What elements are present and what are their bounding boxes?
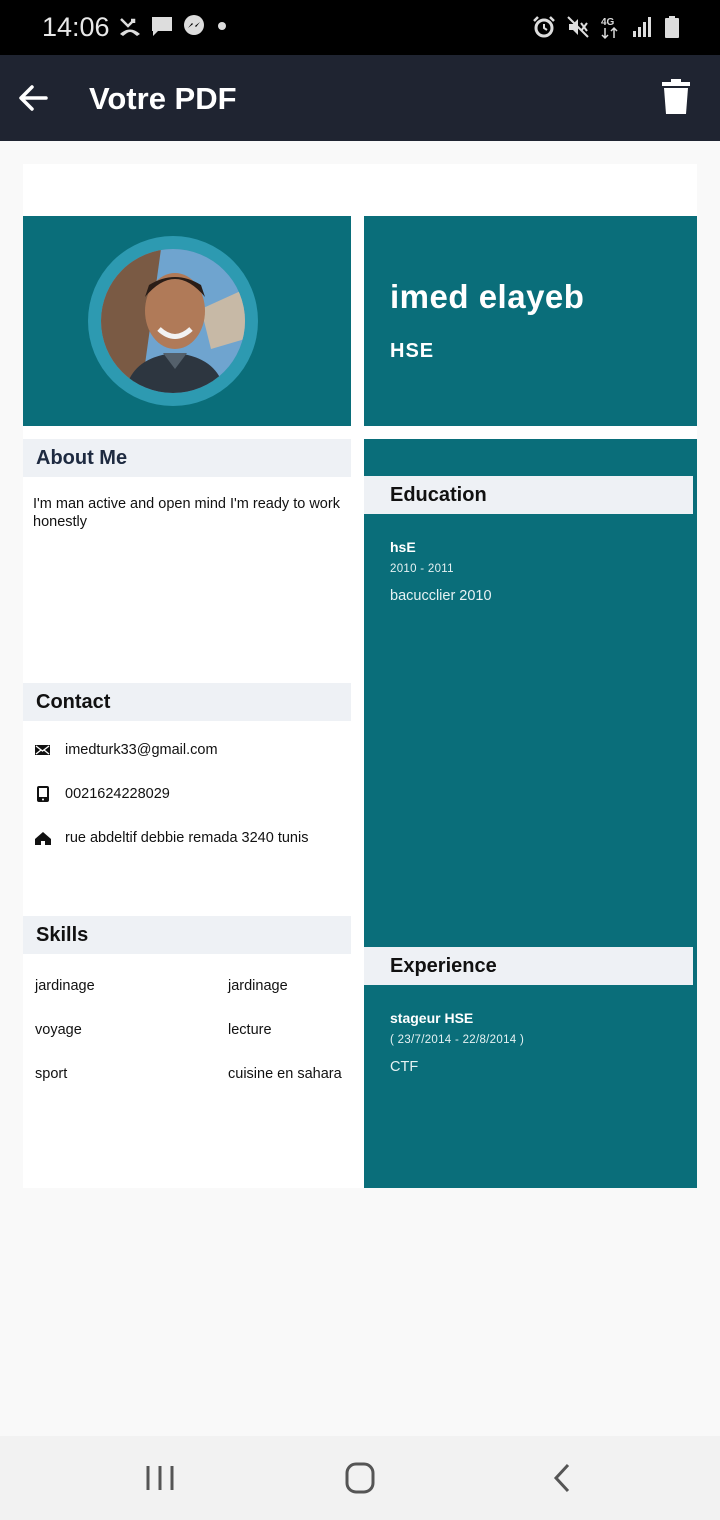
recent-apps-icon[interactable] [140, 1460, 180, 1496]
skill-item: jardinage [228, 978, 288, 994]
page-title: Votre PDF [89, 81, 237, 116]
home-icon[interactable] [340, 1460, 380, 1496]
right-column [364, 439, 697, 1188]
contact-address-row [35, 830, 308, 846]
message-icon [150, 14, 174, 38]
cv-name: imed elayeb [390, 278, 585, 315]
mute-icon [566, 15, 590, 39]
avatar [101, 249, 245, 393]
cv-role: HSE [390, 340, 435, 362]
network-4g-icon [600, 14, 622, 40]
about-heading: About Me [23, 439, 351, 477]
education-description: bacucclier 2010 [390, 588, 492, 604]
delete-trash-icon[interactable] [662, 79, 690, 115]
pdf-preview-area[interactable] [0, 141, 720, 1436]
signal-icon [632, 15, 654, 39]
contact-heading: Contact [23, 683, 351, 721]
education-heading: Education [364, 476, 693, 514]
battery-icon [664, 15, 680, 39]
experience-heading: Experience [364, 947, 693, 985]
back-icon[interactable] [543, 1460, 583, 1496]
messenger-icon [182, 14, 206, 38]
experience-title: stageur HSE [390, 1010, 474, 1026]
home-address-icon [35, 830, 51, 846]
education-title: hsE [390, 539, 416, 555]
skill-item: voyage [35, 1022, 82, 1038]
skill-item: lecture [228, 1022, 272, 1038]
phone-icon [35, 786, 51, 802]
status-time: 14:06 [42, 12, 110, 42]
dot-icon [214, 14, 230, 38]
contact-email-row [35, 742, 218, 758]
photo-panel [23, 216, 351, 426]
email-icon [35, 742, 51, 758]
contact-phone-row [35, 786, 170, 802]
alarm-icon [532, 15, 556, 39]
about-text: I'm man active and open mind I'm ready to work honestly [33, 496, 340, 530]
avatar-ring [88, 236, 258, 406]
contact-email: imedturk33@gmail.com [65, 742, 218, 758]
experience-description: CTF [390, 1059, 419, 1075]
skill-item: sport [35, 1066, 68, 1082]
contact-phone: 0021624228029 [65, 786, 170, 802]
education-dates: 2010 - 2011 [390, 563, 454, 575]
cv-page [23, 164, 697, 1188]
skills-heading: Skills [23, 916, 351, 954]
contact-address: rue abdeltif debbie remada 3240 tunis [65, 830, 309, 846]
back-arrow-icon[interactable] [16, 81, 50, 115]
experience-dates: ( 23/7/2014 - 22/8/2014 ) [390, 1034, 525, 1046]
name-panel [364, 216, 697, 426]
skill-item: jardinage [35, 978, 95, 994]
app-bar [0, 55, 720, 141]
missed-call-icon [118, 14, 142, 38]
skill-item: cuisine en sahara [228, 1066, 342, 1082]
svg-text:4G: 4G [601, 17, 615, 28]
status-bar [0, 0, 720, 55]
system-nav-bar [0, 1436, 720, 1520]
